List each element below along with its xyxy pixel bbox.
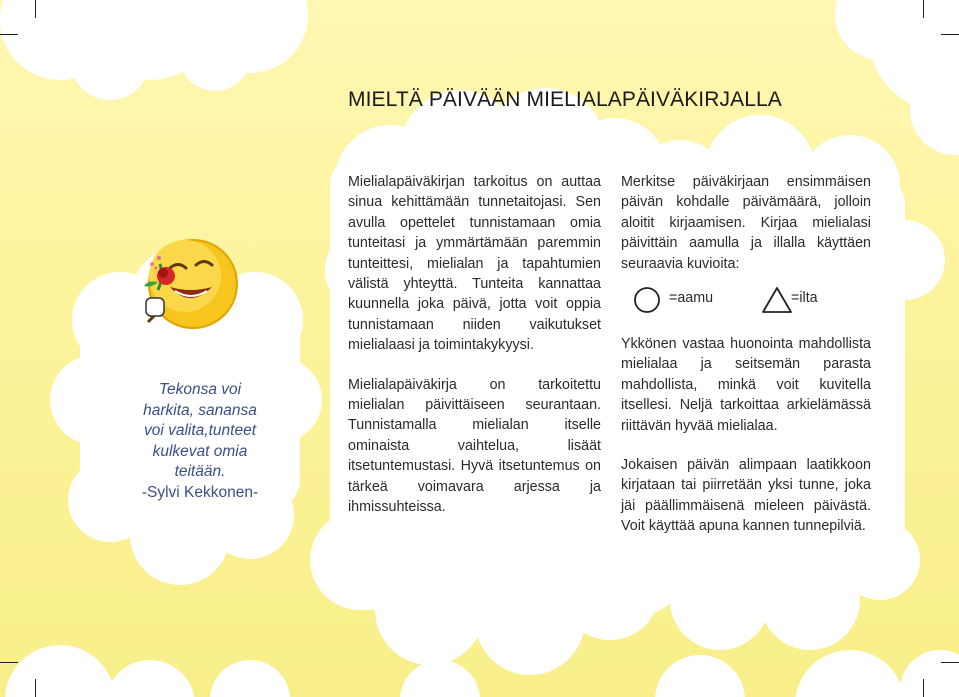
circle-icon: [633, 286, 661, 314]
instructions-column: [621, 172, 871, 556]
quote-line: harkita, sanansa: [143, 401, 257, 419]
page-title: MIELTÄ PÄIVÄÄN MIELIALAPÄIVÄKIRJALLA: [348, 88, 782, 111]
quote-line: teitään.: [174, 463, 226, 480]
instructions-paragraph: Merkitse päiväkirjaan ensimmäisen päivän kohdalle päivämäärä, jolloin aloitit kirjaamisen. Kirjaa mielialasi päivittäin aamulla ja illalla käyttäen seuraavia kuvioita:: [621, 174, 871, 272]
tracking-paragraph: Mielialapäiväkirja on tarkoitettu mielialan päivittäiseen seurantaan. Tunnistamalla mielialan itselle ominaista vaihtelua, lisäät itsetuntemustasi. Hyvä itsetuntemus on tärkeä voimavara arjessa ja ihmissuhteissa.: [348, 376, 601, 516]
sun-with-rose-illustration: [144, 240, 237, 328]
crop-mark-top-right: [923, 0, 924, 18]
crop-mark-top-right-h: [941, 34, 959, 35]
quote-line: voi valita,tunteet: [143, 422, 256, 439]
crop-mark-bottom-right: [923, 679, 924, 697]
cloud-top-right: [835, 0, 959, 155]
crop-mark-bottom-left: [35, 679, 36, 697]
crop-mark-bottom-left-h: [0, 662, 18, 663]
quote-author: -Sylvi Kekkonen-: [141, 483, 259, 501]
crop-mark-bottom-right-h: [941, 662, 959, 663]
emotion-paragraph: Jokaisen päivän alimpaan laatikkoon kirjataan tai piirretään yksi tunne, joka jäi päällimmäisenä mieleen päivästä. Voit käyttää apuna kannen tunnepilviä.: [621, 457, 871, 535]
crop-mark-top-left-h: [0, 34, 18, 35]
morning-label: =aamu: [669, 290, 714, 306]
quote-line: Tekonsa voi: [158, 381, 242, 398]
cloud-top-left: [0, 0, 308, 100]
purpose-paragraph: Mielialapäiväkirjan tarkoitus on auttaa sinua kehittämään tunnetaitojasi. Sen avulla opettelet tunnistamaan omia tunteitasi ja ymmärtämään paremmin tunteittesi, mielialan ja tapahtumien välistä yhteyttä. Tunteita kannattaa kuunnella joka päivä, jotta voit oppia tunnistamaan niiden vaikutukset mielialaasi ja toimintakykyysi.: [348, 174, 601, 354]
cloud-bottom-left: [5, 645, 290, 697]
sylvi-kekkonen-quote: [120, 380, 280, 503]
scale-paragraph: Ykkönen vastaa huonointa mahdollista mielialaa ja seitsemän parasta mahdollista, minkä voit kuvitella itsellesi. Neljä tarkoittaa arkielämässä riittävän hyvää mielialaa.: [621, 336, 871, 434]
quote-line: kulkevat omia: [152, 442, 248, 460]
triangle-icon: [761, 286, 793, 314]
evening-label: =ilta: [791, 290, 818, 306]
symbol-legend: [633, 286, 873, 314]
cloud-bottom-right: [400, 650, 959, 697]
intro-column: [348, 172, 601, 537]
crop-mark-top-left: [35, 0, 36, 18]
